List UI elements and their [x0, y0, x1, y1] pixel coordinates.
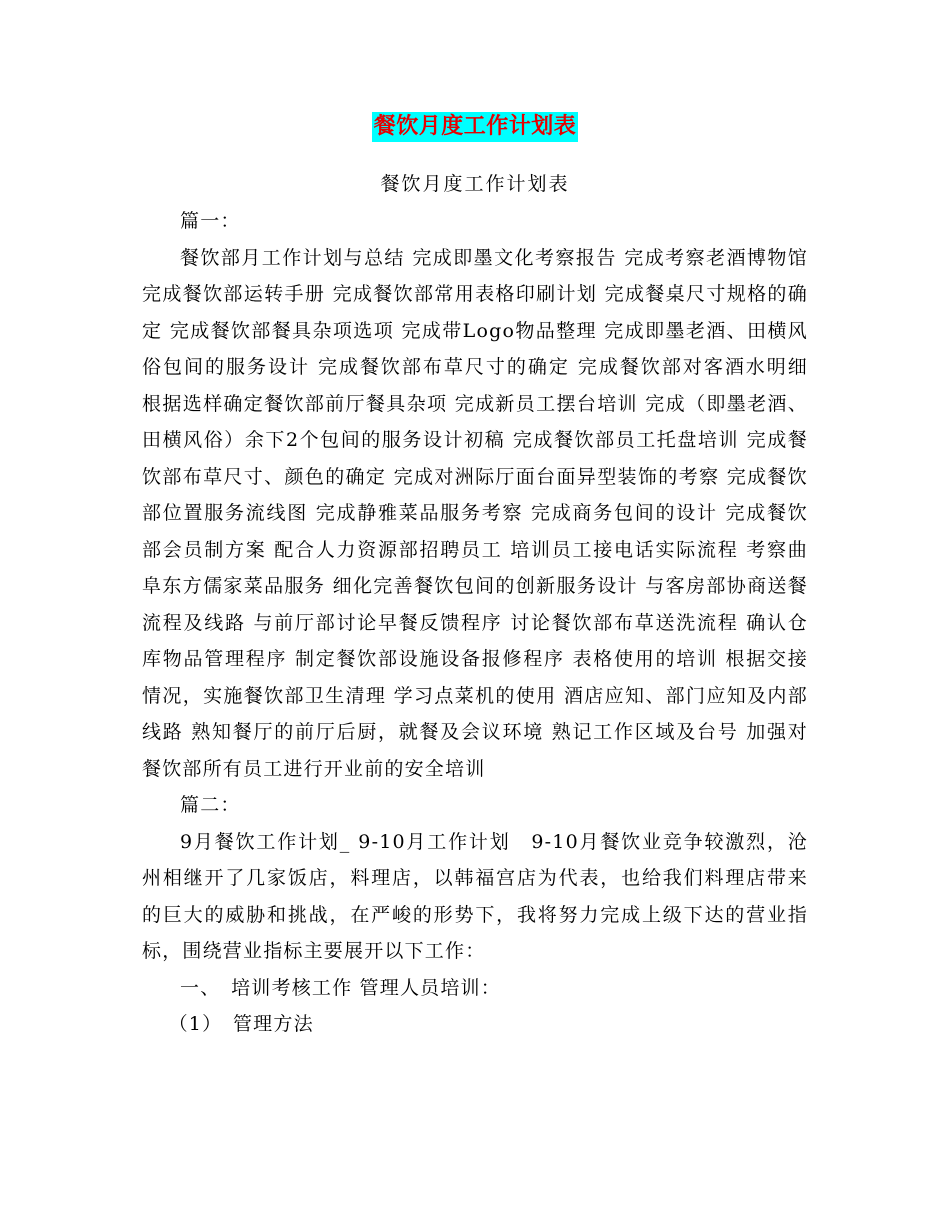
section-two-paragraph: 9月餐饮工作计划_ 9-10月工作计划 9-10月餐饮业竞争较激烈，沧州相继开了几家饭店，料理店，以韩福宫店为代表，也给我们料理店带来的巨大的威胁和挑战，在严峻的形势下，我将努力完成上级下达的营业指标，围绕营业指标主要展开以下工作：: [142, 830, 808, 962]
section-one-paragraph: 餐饮部月工作计划与总结 完成即墨文化考察报告 完成考察老酒博物馆 完成餐饮部运转手册 完成餐饮部常用表格印刷计划 完成餐桌尺寸规格的确定 完成餐饮部餐具杂项选项 完成带Logo物品整理 完成即墨老酒、田横风俗包间的服务设计 完成餐饮部布草尺寸的确定 完成餐饮部对客酒水明细 根据选样确定餐饮部前厅餐具杂项 完成新员工摆台培训 完成（即墨老酒、田横风俗）余下2个包间的服务设计初稿 完成餐饮部员工托盘培训 完成餐饮部布草尺寸、颜色的确定 完成对洲际厅面台面异型装饰的考察 完成餐饮部位置服务流线图 完成静雅菜品服务考察 完成商务包间的设计 完成餐饮部会员制方案 配合人力资源部招聘员工 培训员工接电话实际流程 考察曲阜东方儒家菜品服务 细化完善餐饮包间的创新服务设计 与客房部协商送餐流程及线路 与前厅部讨论早餐反馈程序 讨论餐饮部布草送洗流程 确认仓库物品管理程序 制定餐饮部设施设备报修程序 表格使用的培训 根据交接情况，实施餐饮部卫生清理 学习点菜机的使用 酒店应知、部门应知及内部线路 熟知餐厅的前厅后厨，就餐及会议环境 熟记工作区域及台号 加强对餐饮部所有员工进行开业前的安全培训: [142, 246, 808, 780]
training-heading: 一、 培训考核工作 管理人员培训：: [180, 976, 501, 999]
section-two-label: 篇二：: [180, 794, 241, 816]
title-wrap: [0, 112, 950, 142]
document-title: 餐饮月度工作计划表: [372, 112, 579, 142]
document-body: [142, 203, 808, 1043]
management-method-item: （1） 管理方法: [168, 1013, 314, 1035]
section-one-label: 篇一：: [180, 210, 241, 232]
document-subtitle: 餐饮月度工作计划表: [380, 173, 570, 195]
